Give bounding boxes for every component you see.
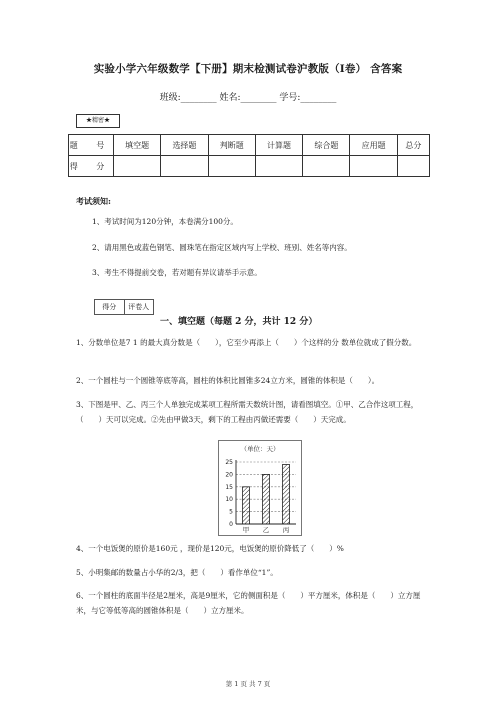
- question-3: 3、下图是甲、乙、丙三个人单独完成某项工程所需天数统计图，请看图填空。①甲、乙合作这项工程，（ ）天可以完成。②先由甲做3天，剩下的工程由丙做还需要（ ）天完成。: [76, 400, 419, 424]
- notice-heading: 考试须知:: [76, 196, 111, 206]
- score-input-cell[interactable]: [208, 156, 255, 177]
- score-input-cell[interactable]: [255, 156, 302, 177]
- score-table-score-row: [69, 156, 430, 177]
- chart-y-tick-label: 20: [225, 471, 233, 479]
- score-table-cell: 题 号: [69, 135, 114, 156]
- score-input-cell[interactable]: [303, 156, 350, 177]
- question-4: 4、一个电饭煲的原价是160元 ，现价是120元，电饭煲的原价降低了（ ）%: [76, 544, 344, 553]
- chart-bar: [243, 487, 250, 524]
- chart-bar: [263, 474, 270, 524]
- chart-y-tick-label: 10: [225, 496, 233, 504]
- score-input-cell[interactable]: [114, 156, 161, 177]
- chart-unit-label: （单位：天）: [240, 445, 280, 453]
- notice-item: 1、考试时间为120分钟，本卷满分100分。: [92, 217, 238, 226]
- score-input-cell[interactable]: [350, 156, 397, 177]
- reviewer-score-label: 得分: [95, 300, 125, 314]
- reviewer-name-label: 评卷人: [128, 303, 150, 311]
- score-row-label: 得 分: [69, 156, 114, 177]
- score-input-cell[interactable]: [397, 156, 429, 177]
- page-footer: 第 1 页 共 7 页: [225, 680, 271, 688]
- question-6: 6、一个圆柱的底面半径是2厘米，高是9厘米，它的侧面积是（ ）平方厘米，体积是（ ）立方厘米，与它等低等高的圆锥体积是（ ）立方厘米。: [76, 591, 421, 615]
- chart-y-tick-label: 15: [225, 483, 233, 491]
- question-5: 5、小明集邮的数量占小华的2/3，把（ ）看作单位“1”。: [76, 568, 278, 577]
- exam-title: 实验小学六年级数学【下册】期末检测试卷沪教版（I卷） 含答案: [93, 63, 403, 75]
- chart-y-tick-label: 0: [229, 521, 233, 528]
- score-table-cell: 填空题: [114, 135, 161, 156]
- chart-y-tick-label: 25: [225, 459, 233, 466]
- notice-item: 3、考生不得提前交卷，若对题有异议请举手示意。: [92, 268, 262, 277]
- notice-item: 2、请用黑色或蓝色钢笔、圆珠笔在指定区域内写上学校、班别、姓名等内容。: [92, 243, 352, 252]
- chart-bar: [283, 464, 290, 524]
- score-table-cell: 总分: [397, 135, 429, 156]
- chart-x-tick-label: 甲: [242, 526, 250, 534]
- reviewer-box: [94, 299, 154, 315]
- score-table-cell: 计算题: [255, 135, 302, 156]
- question-2: 2、一个圆柱与一个圆锥等底等高，圆柱的体积比圆锥多24立方米，圆锥的体积是（ ）。: [76, 376, 380, 385]
- score-input-cell[interactable]: [161, 156, 208, 177]
- days-bar-chart: [218, 440, 302, 536]
- score-table-cell: 应用题: [350, 135, 397, 156]
- score-table-cell: 判断题: [208, 135, 255, 156]
- student-info-line: 班级:________ 姓名:________ 学号:________: [159, 93, 337, 103]
- question-1: 1、分数单位是7 1 的最大真分数是（ ），它至少再添上（ ）个这样的分 数单位就成了假分数。: [76, 338, 417, 347]
- section-heading: 一、填空题（每题 2 分，共计 12 分）: [160, 317, 318, 327]
- chart-y-tick-label: 5: [229, 508, 233, 516]
- secret-stamp: ★精密★: [76, 114, 120, 128]
- score-table: [68, 134, 430, 177]
- score-table-cell: 选择题: [161, 135, 208, 156]
- chart-x-tick-label: 丙: [282, 526, 290, 534]
- chart-x-tick-label: 乙: [262, 526, 270, 534]
- score-table-cell: 综合题: [303, 135, 350, 156]
- score-table-header-row: [69, 135, 430, 156]
